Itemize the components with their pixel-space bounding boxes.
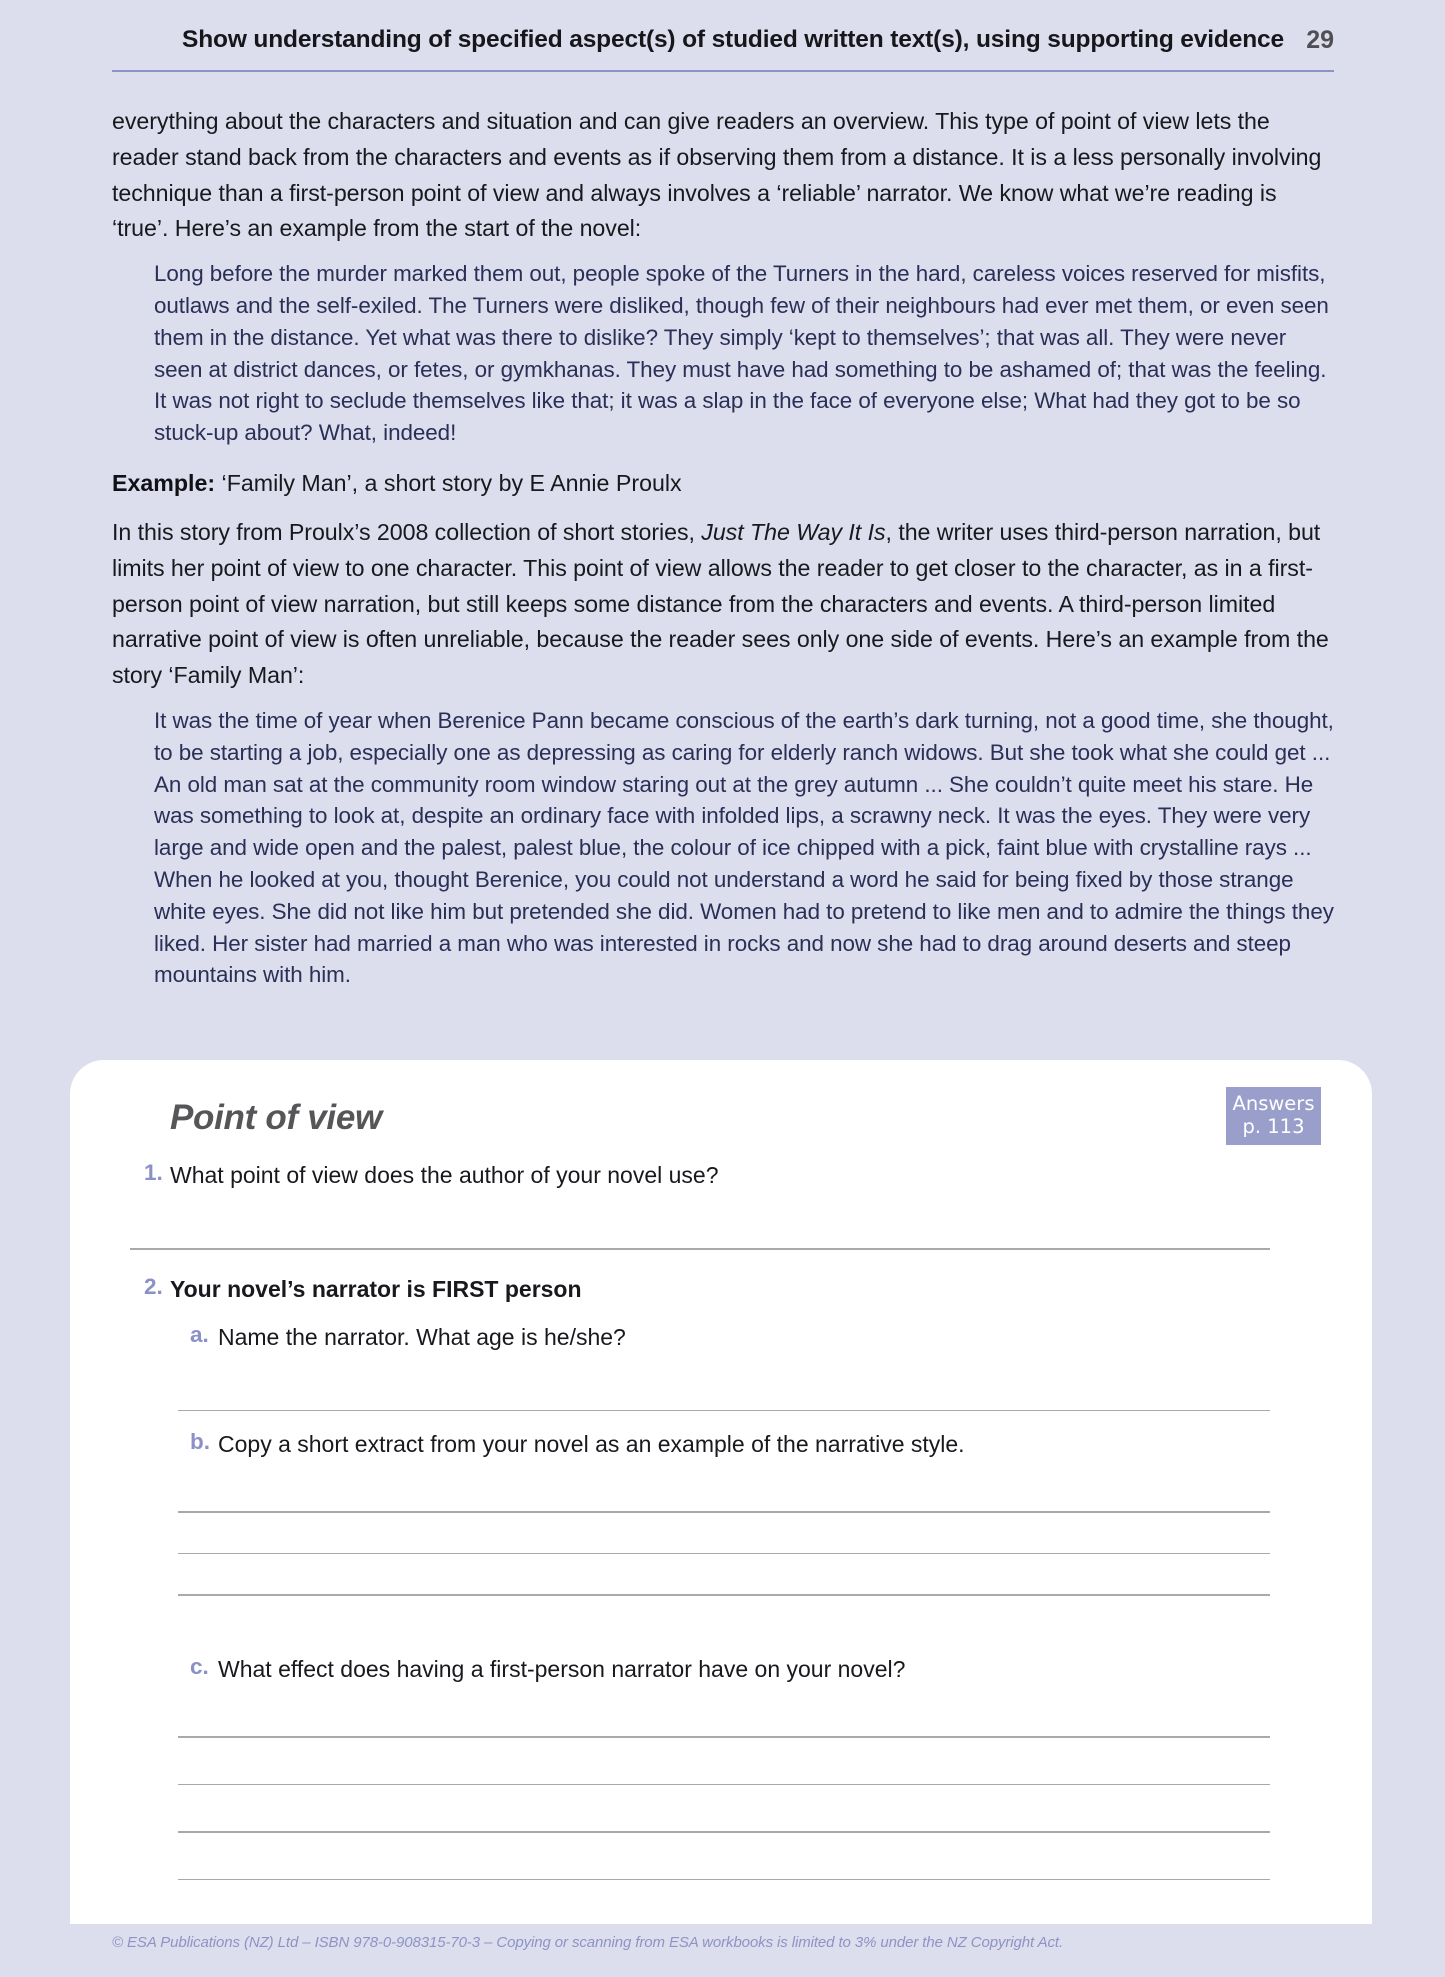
question-list — [70, 1160, 1372, 1880]
answers-badge-line1: Answers — [1232, 1092, 1315, 1115]
spacer — [70, 1738, 1372, 1784]
page-content — [112, 104, 1334, 1003]
spacer — [70, 1596, 1372, 1636]
page-title: Show understanding of specified aspect(s) of studied written text(s), using supporting evidence — [182, 26, 1284, 53]
question-2c-number: c. — [190, 1653, 209, 1679]
question-2b-answer-area[interactable] — [70, 1511, 1372, 1596]
question-2c — [70, 1654, 1372, 1684]
spacer — [70, 1833, 1372, 1879]
answer-line[interactable] — [178, 1879, 1270, 1881]
question-2a-text: Name the narrator. What age is he/she? — [218, 1323, 626, 1350]
page-header — [112, 26, 1334, 74]
question-2-text: Your novel’s narrator is FIRST person — [170, 1275, 582, 1302]
answers-badge-line2: p. 113 — [1242, 1115, 1305, 1138]
spacer — [70, 1554, 1372, 1594]
spacer — [70, 1352, 1372, 1404]
question-2a — [70, 1322, 1372, 1352]
analysis-text-part1: In this story from Proulx’s 2008 collection of short stories, — [112, 518, 702, 545]
blockquote-family-man-extract: It was the time of year when Berenice Pann became conscious of the earth’s dark turning, not a good time, she thought, to be starting a job, especially one as depressing as caring for elderly ranch widows. But she took what she could get ... An old man sat at the community room window staring out at the grey autumn ... She couldn’t quite meet his stare. He was something to look at, despite an ordinary face with infolded lips, a scrawny neck. It was the eyes. They were very large and wide open and the palest, palest blue, the colour of ice chipped with a pick, faint blue with crystalline rays ... When he looked at you, thought Berenice, you could not understand a word he said for being fixed by those strange white eyes. She did not like him but pretended she did. Women had to pretend to like men and to admire the things they liked. Her sister had married a man who was interested in rocks and now she had to drag around deserts and steep mountains with him. — [154, 707, 1334, 988]
question-2b-text: Copy a short extract from your novel as an example of the narrative style. — [218, 1431, 965, 1458]
book-title-italic: Just The Way It Is — [701, 518, 886, 545]
copyright-notice: © ESA Publications (NZ) Ltd – ISBN 978-0-908315-70-3 – Copying or scanning from ESA workbooks is limited to 3% under the NZ Copyright Act. — [112, 1934, 1064, 1951]
question-1-number: 1. — [144, 1160, 163, 1185]
header-divider — [112, 70, 1334, 72]
spacer — [70, 1513, 1372, 1553]
example-line — [112, 465, 1334, 501]
question-2c-text: What effect does having a first-person narrator have on your novel? — [218, 1655, 906, 1682]
page-number: 29 — [1306, 26, 1334, 54]
question-2a-number: a. — [190, 1321, 209, 1347]
answer-line[interactable] — [178, 1410, 1270, 1412]
activity-title: Point of view — [170, 1098, 382, 1137]
activity-card — [70, 1060, 1372, 1924]
question-2b-number: b. — [190, 1429, 210, 1455]
spacer — [70, 1785, 1372, 1831]
analysis-paragraph — [112, 515, 1334, 694]
intro-paragraph: everything about the characters and situation and can give readers an overview. This type of point of view lets the reader stand back from the characters and events as if observing them from a distance. It is a less personally involving technique than a first-person point of view and always involves a ‘reliable’ narrator. We know what we’re reading is ‘true’. Here’s an example from the start of the novel: — [112, 108, 1322, 242]
question-1 — [70, 1160, 1372, 1190]
blockquote-novel-extract: Long before the murder marked them out, people spoke of the Turners in the hard, careless voices reserved for misfits, outlaws and the self-exiled. The Turners were disliked, though few of their neighbours had ever met them, or even seen them in the distance. Yet what was there to dislike? They simply ‘kept to themselves’; that was all. They were never seen at district dances, or fetes, or gymkhanas. They must have had something to be ashamed of; that was the feeling. It was not right to seclude themselves like that; it was a slap in the face of everyone else; What had they got to be so stuck-up about? What, indeed! — [154, 261, 1329, 446]
question-1-text: What point of view does the author of your novel use? — [170, 1162, 719, 1188]
analysis-text-part2: , the writer uses third-person narration, but limits her point of view to one character. This point of view allows the reader to get closer to the character, as in a first-person point of view narration, but still keeps some distance from the characters and events. A third-person limited narrative point of view is often unreliable, because the reader sees only one side of events. Here’s an example from the story ‘Family Man’: — [112, 518, 1329, 689]
spacer — [70, 1684, 1372, 1730]
answers-badge[interactable] — [1226, 1087, 1321, 1145]
spacer — [70, 1250, 1372, 1274]
question-2-number: 2. — [144, 1273, 163, 1299]
question-2c-answer-area[interactable] — [70, 1736, 1372, 1880]
example-label: Example: — [112, 469, 216, 496]
question-2 — [70, 1274, 1372, 1304]
spacer — [70, 1459, 1372, 1505]
question-2b — [70, 1429, 1372, 1459]
spacer — [70, 1190, 1372, 1242]
example-title: ‘Family Man’, a short story by E Annie Proulx — [215, 469, 682, 496]
question-2a-answer-area[interactable] — [70, 1410, 1372, 1412]
